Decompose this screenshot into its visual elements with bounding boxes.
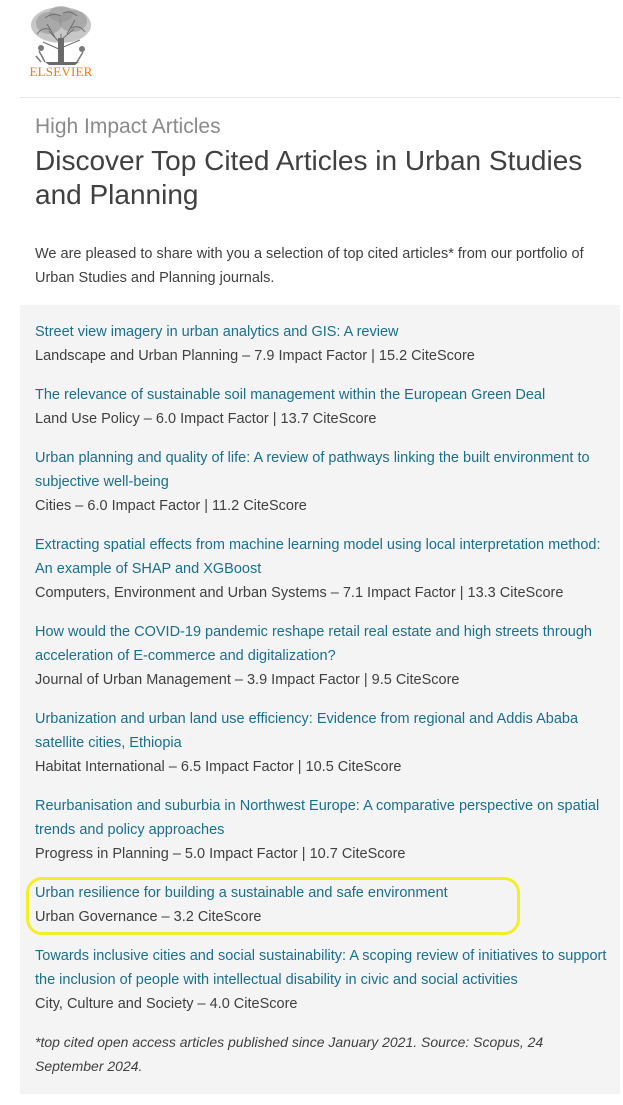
- intro-paragraph: We are pleased to share with you a selection of top cited articles* from our portfolio of Urban Studies and Planning journals.: [35, 246, 584, 286]
- article-item: [35, 707, 613, 779]
- article-link[interactable]: Urban planning and quality of life: A review of pathways linking the built environment to subjective well-being: [35, 450, 590, 490]
- article-journal-metrics: Journal of Urban Management – 3.9 Impact Factor | 9.5 CiteScore: [35, 672, 460, 688]
- highlight-annotation-ellipse: [26, 877, 520, 935]
- article-link[interactable]: Urban resilience for building a sustainable and safe environment: [35, 885, 448, 901]
- article-journal-metrics: Cities – 6.0 Impact Factor | 11.2 CiteScore: [35, 498, 307, 514]
- article-journal-metrics: City, Culture and Society – 4.0 CiteScore: [35, 996, 298, 1012]
- article-item: [35, 320, 613, 368]
- intro-section: [35, 113, 610, 212]
- article-link[interactable]: How would the COVID-19 pandemic reshape retail real estate and high streets through acceleration of E-commerce and digitalization?: [35, 624, 592, 664]
- article-item: [35, 383, 613, 431]
- article-list-panel: [20, 305, 620, 1094]
- article-link[interactable]: The relevance of sustainable soil management within the European Green Deal: [35, 387, 546, 403]
- article-link[interactable]: Towards inclusive cities and social sustainability: A scoping review of initiatives to support the inclusion of people with intellectual disability in civic and social activities: [35, 948, 607, 988]
- article-journal-metrics: Progress in Planning – 5.0 Impact Factor | 10.7 CiteScore: [35, 846, 406, 862]
- article-item: [35, 944, 613, 1016]
- article-journal-metrics: Landscape and Urban Planning – 7.9 Impact Factor | 15.2 CiteScore: [35, 348, 475, 364]
- elsevier-wordmark: ELSEVIER: [29, 64, 93, 79]
- article-link[interactable]: Urbanization and urban land use efficiency: Evidence from regional and Addis Ababa satellite cities, Ethiopia: [35, 711, 579, 751]
- article-journal-metrics: Computers, Environment and Urban Systems – 7.1 Impact Factor | 13.3 CiteScore: [35, 585, 564, 601]
- eyebrow-heading: High Impact Articles: [35, 115, 221, 138]
- article-link[interactable]: Reurbanisation and suburbia in Northwest Europe: A comparative perspective on spatial trends and policy approaches: [35, 798, 600, 838]
- email-header: [20, 0, 620, 98]
- article-item: [35, 620, 613, 692]
- article-link[interactable]: Extracting spatial effects from machine learning model using local interpretation method: An example of SHAP and XGBoost: [35, 537, 601, 577]
- page-title: Discover Top Cited Articles in Urban Studies and Planning: [35, 145, 583, 210]
- footnote: *top cited open access articles published since January 2021. Source: Scopus, 24 September 2024.: [35, 1034, 544, 1074]
- article-journal-metrics: Habitat International – 6.5 Impact Factor | 10.5 CiteScore: [35, 759, 402, 775]
- article-journal-metrics: Land Use Policy – 6.0 Impact Factor | 13.7 CiteScore: [35, 411, 377, 427]
- article-journal-metrics: Urban Governance – 3.2 CiteScore: [35, 909, 262, 925]
- article-link[interactable]: Street view imagery in urban analytics and GIS: A review: [35, 324, 399, 340]
- article-item: [35, 533, 613, 605]
- article-item: [35, 794, 613, 866]
- article-item: [35, 446, 613, 518]
